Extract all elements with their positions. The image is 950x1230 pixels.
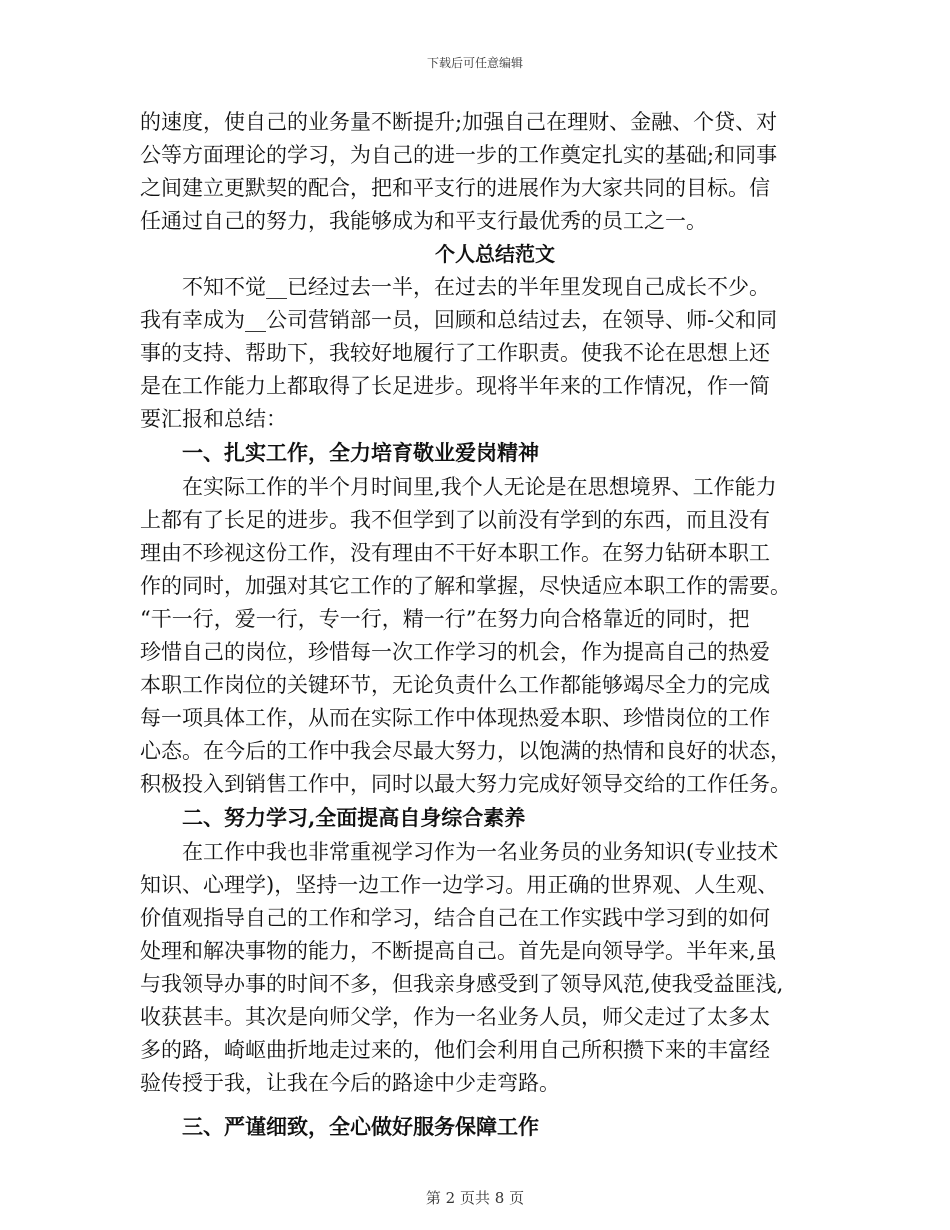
section-1-paragraph xyxy=(140,471,820,801)
opening-paragraph xyxy=(140,271,820,436)
text-line: “干一行，爱一行，专一行，精一行”在努力向合格靠近的同时，把 xyxy=(140,607,750,631)
intro-paragraph xyxy=(140,106,820,238)
text-line: 与我领导办事的时间不多，但我亲身感受到了领导风范,使我受益匪浅, xyxy=(140,972,784,996)
text-line: 要汇报和总结： xyxy=(140,407,287,431)
text-line: 公等方面理论的学习，为自己的进一步的工作奠定扎实的基础;和同事 xyxy=(140,143,778,167)
text-line: 每一项具体工作，从而在实际工作中体现热爱本职、珍惜岗位的工作 xyxy=(140,706,770,730)
text-line: 本职工作岗位的关键环节，无论负责什么工作都能够竭尽全力的完成 xyxy=(140,673,770,697)
text-line: 理由不珍视这份工作，没有理由不干好本职工作。在努力钻研本职工 xyxy=(140,541,770,565)
text-line: 任通过自己的努力，我能够成为和平支行最优秀的员工之一。 xyxy=(140,209,707,233)
spacer xyxy=(140,1100,820,1110)
text-line: 作的同时，加强对其它工作的了解和掌握，尽快适应本职工作的需要。 xyxy=(140,574,791,598)
section-2-paragraph xyxy=(140,836,820,1100)
text-line: 在实际工作的半个月时间里,我个人无论是在思想境界、工作能力 xyxy=(182,475,777,499)
text-line: 收获甚丰。其次是向师父学，作为一名业务人员，师父走过了太多太 xyxy=(140,1005,770,1029)
text-line: 在工作中我也非常重视学习作为一名业务员的业务知识(专业技术 xyxy=(182,840,779,864)
text-line: 之间建立更默契的配合，把和平支行的进展作为大家共同的目标。信 xyxy=(140,176,770,200)
text-line: 事的支持、帮助下，我较好地履行了工作职责。使我不论在思想上还 xyxy=(140,341,770,365)
page-header: 下载后可任意编辑 xyxy=(426,56,523,70)
document-title: 个人总结范文 xyxy=(435,242,555,266)
text-line: 珍惜自己的岗位，珍惜每一次工作学习的机会，作为提高自己的热爱 xyxy=(140,640,770,664)
text-line: 不知不觉__已经过去一半，在过去的半年里发现自己成长不少。 xyxy=(182,275,770,299)
text-line: 积极投入到销售工作中，同时以最大努力完成好领导交给的工作任务。 xyxy=(140,772,791,796)
text-line: 知识、心理学)，坚持一边工作一边学习。用正确的世界观、人生观、 xyxy=(140,873,779,897)
section-heading-1: 一、扎实工作，全力培育敬业爱岗精神 xyxy=(182,440,539,465)
text-line: 价值观指导自己的工作和学习，结合自己在工作实践中学习到的如何 xyxy=(140,906,770,930)
text-line: 是在工作能力上都取得了长足进步。现将半年来的工作情况，作一简 xyxy=(140,374,770,398)
section-heading-3: 三、严谨细致，全心做好服务保障工作 xyxy=(182,1114,539,1139)
document-body xyxy=(140,106,820,1145)
section-heading-2: 二、努力学习,全面提高自身综合素养 xyxy=(182,805,526,830)
text-line: 的速度，使自己的业务量不断提升;加强自己在理财、金融、个贷、对 xyxy=(140,110,778,134)
text-line: 验传授于我，让我在今后的路途中少走弯路。 xyxy=(140,1071,560,1095)
text-line: 处理和解决事物的能力，不断提高自己。首先是向领导学。半年来,虽 xyxy=(140,939,777,963)
text-line: 上都有了长足的进步。我不但学到了以前没有学到的东西，而且没有 xyxy=(140,508,770,532)
text-line: 我有幸成为__公司营销部一员，回顾和总结过去，在领导、师-父和同 xyxy=(140,308,778,332)
page-footer: 第 2 页共 8 页 xyxy=(425,1189,525,1207)
text-line: 心态。在今后的工作中我会尽最大努力，以饱满的热情和良好的状态， xyxy=(140,739,791,763)
text-line: 多的路，崎岖曲折地走过来的，他们会利用自己所积攒下来的丰富经 xyxy=(140,1038,770,1062)
